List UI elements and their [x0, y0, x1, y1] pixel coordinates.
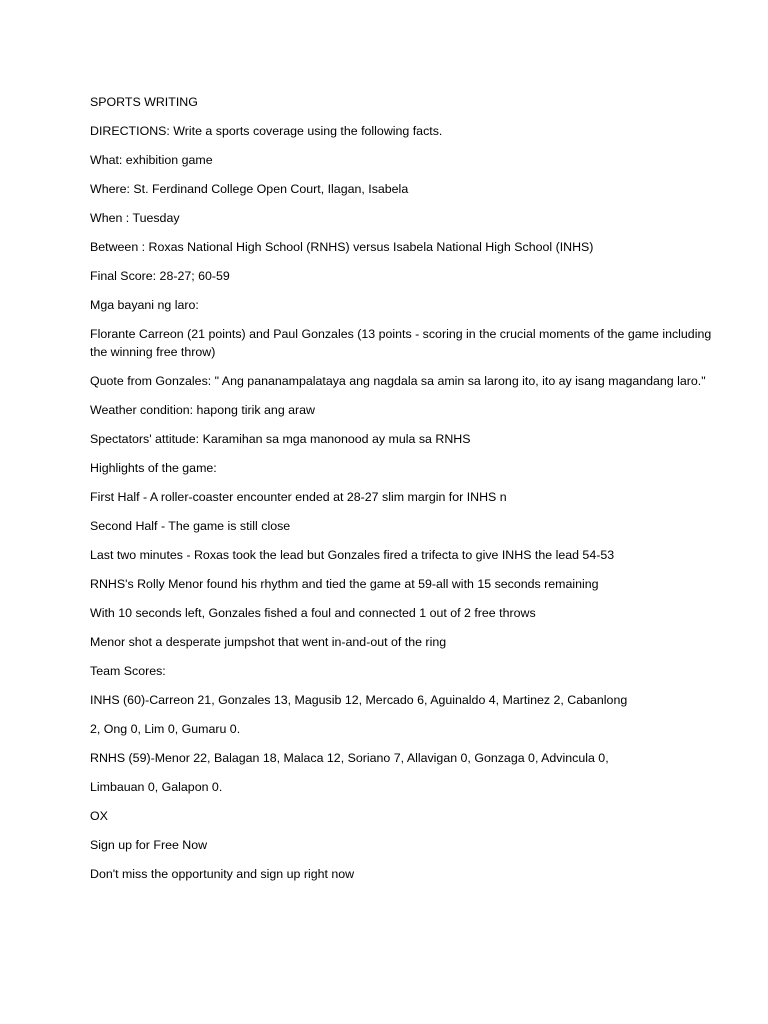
what-line: What: exhibition game [90, 153, 213, 167]
directions-line: DIRECTIONS: Write a sports coverage using the following facts. [90, 124, 443, 138]
inhs-scores-line-1: INHS (60)-Carreon 21, Gonzales 13, Magusib 12, Mercado 6, Aguinaldo 4, Martinez 2, Cabanlong [90, 693, 628, 707]
sign-up-prompt: Don't miss the opportunity and sign up right now [90, 867, 355, 881]
first-half-line: First Half - A roller-coaster encounter ended at 28-27 slim margin for INHS n [90, 490, 507, 504]
when-line: When : Tuesday [90, 211, 180, 225]
heroes-heading: Mga bayani ng laro: [90, 298, 199, 312]
second-half-line: Second Half - The game is still close [90, 519, 291, 533]
heroes-line: Florante Carreon (21 points) and Paul Gonzales (13 points - scoring in the crucial moments of the game including the winning free throw) [90, 327, 712, 359]
document-title: SPORTS WRITING [90, 95, 198, 109]
highlights-heading: Highlights of the game: [90, 461, 217, 475]
where-line: Where: St. Ferdinand College Open Court, Ilagan, Isabela [90, 182, 409, 196]
rnhs-scores-line-1: RNHS (59)-Menor 22, Balagan 18, Malaca 12, Soriano 7, Allavigan 0, Gonzaga 0, Advincula 0, [90, 751, 609, 765]
last-two-minutes-line: Last two minutes - Roxas took the lead but Gonzales fired a trifecta to give INHS the lead 54-53 [90, 548, 615, 562]
rnhs-scores-line-2: Limbauan 0, Galapon 0. [90, 780, 223, 794]
spectators-line: Spectators' attitude: Karamihan sa mga manonood ay mula sa RNHS [90, 432, 471, 446]
quote-line: Quote from Gonzales: " Ang pananampalataya ang nagdala sa amin sa larong ito, ito ay isang magandang laro." [90, 374, 706, 388]
team-scores-heading: Team Scores: [90, 664, 166, 678]
menor-rhythm-line: RNHS's Rolly Menor found his rhythm and tied the game at 59-all with 15 seconds remaining [90, 577, 599, 591]
document-page [90, 93, 730, 894]
final-score-line: Final Score: 28-27; 60-59 [90, 269, 230, 283]
between-line: Between : Roxas National High School (RNHS) versus Isabela National High School (INHS) [90, 240, 594, 254]
sign-up-link[interactable]: Sign up for Free Now [90, 838, 208, 852]
inhs-scores-line-2: 2, Ong 0, Lim 0, Gumaru 0. [90, 722, 241, 736]
free-throws-line: With 10 seconds left, Gonzales fished a foul and connected 1 out of 2 free throws [90, 606, 536, 620]
jumpshot-line: Menor shot a desperate jumpshot that went in-and-out of the ring [90, 635, 447, 649]
ox-line: OX [90, 809, 108, 823]
weather-line: Weather condition: hapong tirik ang araw [90, 403, 316, 417]
